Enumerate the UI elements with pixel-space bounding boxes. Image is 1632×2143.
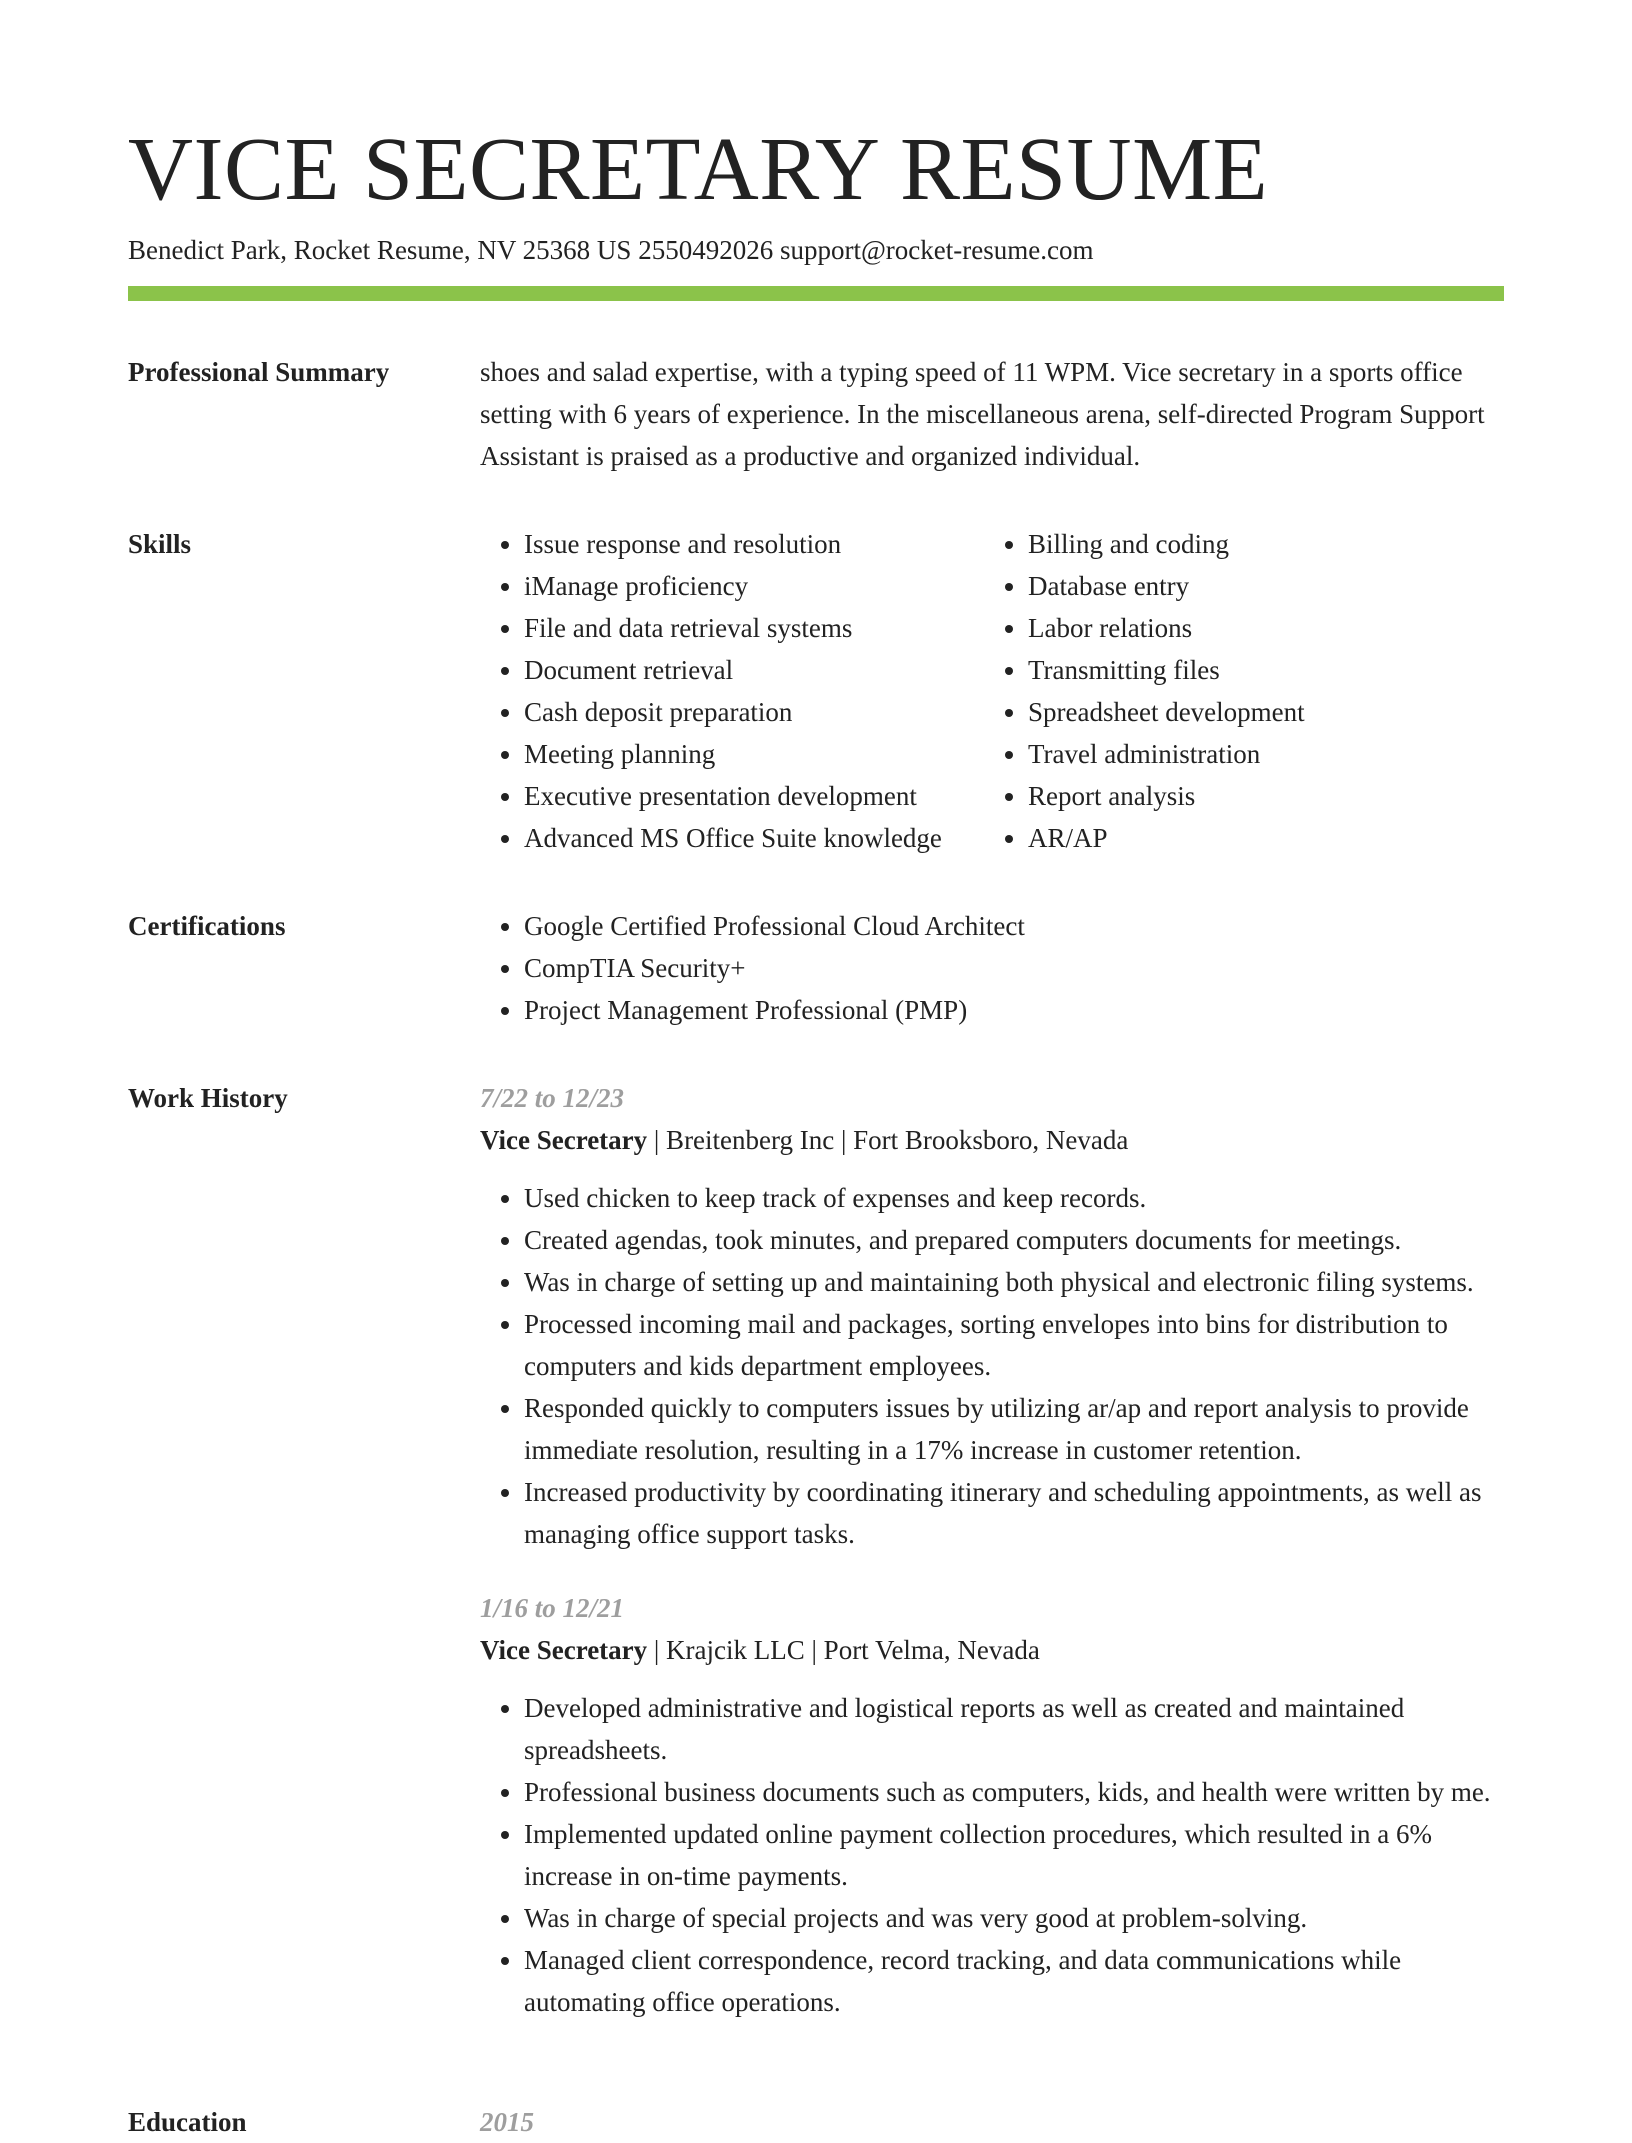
job-dates: 7/22 to 12/23: [480, 1083, 625, 1113]
skill-item: • Cash deposit preparation: [524, 691, 984, 733]
job-title: Vice Secretary: [480, 1125, 648, 1155]
job-title: Vice Secretary: [480, 1635, 648, 1665]
skill-item: • iManage proficiency: [524, 565, 984, 607]
skill-item: • Labor relations: [1028, 607, 1504, 649]
job-dates: 1/16 to 12/21: [480, 1593, 625, 1623]
skill-item: • Transmitting files: [1028, 649, 1504, 691]
job-duty-item: • Created agendas, took minutes, and prepared computers documents for meetings.: [524, 1219, 1504, 1261]
section-label-skills: Skills: [128, 529, 192, 559]
certifications-section: [128, 905, 1504, 1031]
certifications-list: [480, 905, 1504, 1031]
section-label-education: Education: [128, 2107, 247, 2137]
section-label-work-history: Work History: [128, 1083, 288, 1113]
job-duty-item: • Processed incoming mail and packages, sorting envelopes into bins for distribution to computers and kids department employees.: [524, 1303, 1504, 1387]
skills-body: [480, 523, 1504, 859]
certification-item: • Google Certified Professional Cloud Architect: [524, 905, 1504, 947]
job-duties-list: [480, 1687, 1504, 2023]
skill-item: • Meeting planning: [524, 733, 984, 775]
education-section: [128, 2101, 1504, 2143]
job-duty-item: • Used chicken to keep track of expenses and keep records.: [524, 1177, 1504, 1219]
job-duty-item: • Responded quickly to computers issues by utilizing ar/ap and report analysis to provide immediate resolution, resulting in a 17% increase in customer retention.: [524, 1387, 1504, 1471]
job-duty-item: • Managed client correspondence, record tracking, and data communications while automating office operations.: [524, 1939, 1504, 2023]
section-label-summary: Professional Summary: [128, 357, 390, 387]
skill-item: • Executive presentation development: [524, 775, 984, 817]
skill-item: • Document retrieval: [524, 649, 984, 691]
resume-page: [128, 118, 1504, 2143]
work-history-section: [128, 1077, 1504, 2055]
job-heading: [480, 1629, 1504, 1671]
skill-item: • File and data retrieval systems: [524, 607, 984, 649]
job-duty-item: • Developed administrative and logistical reports as well as created and maintained spreadsheets.: [524, 1687, 1504, 1771]
skill-item: • Spreadsheet development: [1028, 691, 1504, 733]
summary-section: [128, 351, 1504, 477]
contact-line: Benedict Park, Rocket Resume, NV 25368 US 2550492026 support@rocket-resume.com: [128, 235, 1094, 265]
education-dates: 2015: [480, 2107, 534, 2137]
job-duty-item: • Was in charge of special projects and was very good at problem-solving.: [524, 1897, 1504, 1939]
section-label-certifications: Certifications: [128, 911, 286, 941]
skill-item: • Report analysis: [1028, 775, 1504, 817]
job-duty-item: • Professional business documents such as computers, kids, and health were written by me.: [524, 1771, 1504, 1813]
skill-item: • Advanced MS Office Suite knowledge: [524, 817, 984, 859]
certifications-body: [480, 905, 1504, 1031]
certification-item: • Project Management Professional (PMP): [524, 989, 1504, 1031]
summary-text: shoes and salad expertise, with a typing speed of 11 WPM. Vice secretary in a sports office setting with 6 years of experience. In the miscellaneous arena, self-directed Program Support Assistant is praised as a productive and organized individual.: [480, 357, 1485, 471]
job-company-location: | Breitenberg Inc | Fort Brooksboro, Nevada: [647, 1125, 1129, 1155]
job-duties-list: [480, 1177, 1504, 1555]
job-duty-item: • Increased productivity by coordinating itinerary and scheduling appointments, as well as managing office support tasks.: [524, 1471, 1504, 1555]
job-duty-item: • Was in charge of setting up and maintaining both physical and electronic filing systems.: [524, 1261, 1504, 1303]
job-entry: [480, 1077, 1504, 1555]
certification-item: • CompTIA Security+: [524, 947, 1504, 989]
work-history-body: [480, 1077, 1504, 2055]
skill-item: • AR/AP: [1028, 817, 1504, 859]
job-duty-item: • Implemented updated online payment collection procedures, which resulted in a 6% increase in on-time payments.: [524, 1813, 1504, 1897]
skills-list-column-1: [480, 523, 984, 859]
job-heading: [480, 1119, 1504, 1161]
education-body: [480, 2101, 1504, 2143]
accent-divider: [128, 286, 1504, 301]
resume-title: VICE SECRETARY RESUME: [128, 120, 1269, 219]
skills-section: [128, 523, 1504, 859]
skills-list-column-2: [984, 523, 1504, 859]
job-entry: [480, 1587, 1504, 2023]
summary-body: [480, 351, 1504, 477]
skill-item: • Travel administration: [1028, 733, 1504, 775]
skill-item: • Billing and coding: [1028, 523, 1504, 565]
skill-item: • Issue response and resolution: [524, 523, 984, 565]
job-company-location: | Krajcik LLC | Port Velma, Nevada: [647, 1635, 1040, 1665]
skill-item: • Database entry: [1028, 565, 1504, 607]
